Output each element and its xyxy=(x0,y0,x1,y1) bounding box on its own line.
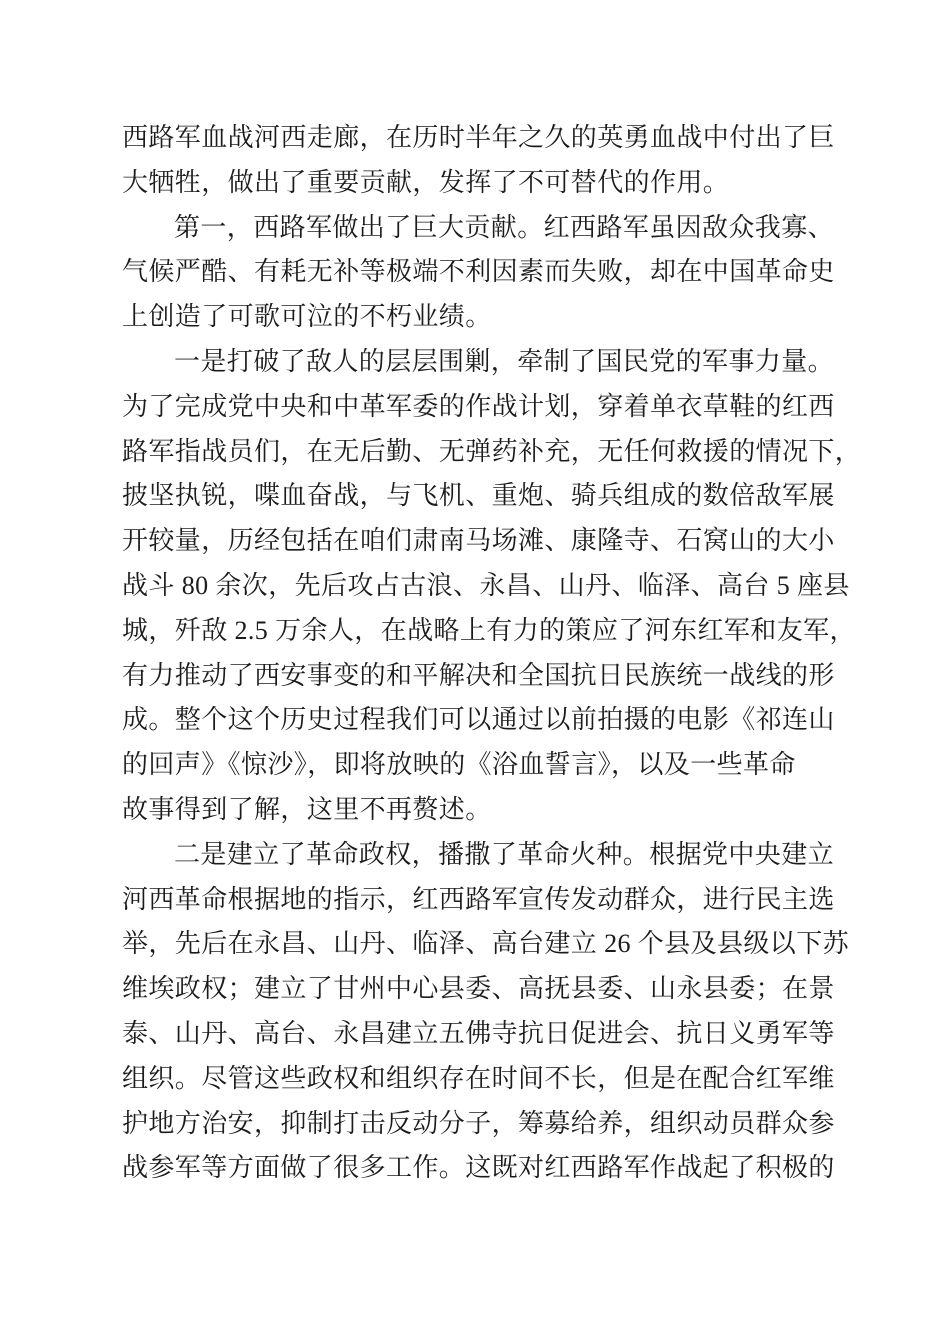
document-text-block xyxy=(122,116,862,1191)
document-line: 战参军等方面做了很多工作。这既对红西路军作战起了积极的 xyxy=(122,1153,835,1183)
document-line: 披坚执锐，喋血奋战，与飞机、重炮、骑兵组成的数倍敌军展 xyxy=(122,481,835,511)
document-line: 有力推动了西安事变的和平解决和全国抗日民族统一战线的形 xyxy=(122,660,835,690)
document-line: 路军指战员们，在无后勤、无弹药补充，无任何救援的情况下， xyxy=(122,436,862,466)
document-line: 组织。尽管这些政权和组织存在时间不长，但是在配合红军维 xyxy=(122,1063,835,1093)
document-line: 气候严酷、有耗无补等极端不利因素而失败，却在中国革命史 xyxy=(122,257,835,287)
document-line-paragraph-start: 一是打破了敌人的层层围剿，牵制了国民党的军事力量。 xyxy=(174,346,835,376)
document-line: 故事得到了解，这里不再赘述。 xyxy=(122,794,492,824)
document-line: 西路军血战河西走廊，在历时半年之久的英勇血战中付出了巨 xyxy=(122,123,835,152)
document-line: 泰、山丹、高台、永昌建立五佛寺抗日促进会、抗日义勇军等 xyxy=(122,1018,835,1048)
document-line: 护地方治安，抑制打击反动分子，筹募给养，组织动员群众参 xyxy=(122,1108,835,1138)
document-line: 上创造了可歌可泣的不朽业绩。 xyxy=(122,302,492,332)
document-line: 举，先后在永昌、山丹、临泽、高台建立 26 个县及县级以下苏 xyxy=(122,929,850,959)
document-line-paragraph-start: 二是建立了革命政权，播撒了革命火种。根据党中央建立 xyxy=(174,839,835,869)
document-line: 大牺牲，做出了重要贡献，发挥了不可替代的作用。 xyxy=(122,167,730,197)
document-line: 城，歼敌 2.5 万余人，在战略上有力的策应了河东红军和友军， xyxy=(122,615,856,645)
document-line: 开较量，历经包括在咱们肃南马场滩、康隆寺、石窝山的大小 xyxy=(122,526,835,556)
document-line: 的回声》《惊沙》，即将放映的《浴血誓言》，以及一些革命 xyxy=(122,750,796,780)
document-line: 河西革命根据地的指示，红西路军宣传发动群众，进行民主选 xyxy=(122,884,835,914)
document-line-paragraph-start: 第一，西路军做出了巨大贡献。红西路军虽因敌众我寡、 xyxy=(174,212,835,242)
document-line: 维埃政权；建立了甘州中心县委、高抚县委、山永县委；在景 xyxy=(122,974,835,1004)
document-line: 为了完成党中央和中革军委的作战计划，穿着单衣草鞋的红西 xyxy=(122,391,835,421)
document-line: 战斗 80 余次，先后攻占古浪、永昌、山丹、临泽、高台 5 座县 xyxy=(122,570,850,600)
document-line: 成。整个这个历史过程我们可以通过以前拍摄的电影《祁连山 xyxy=(122,705,835,735)
